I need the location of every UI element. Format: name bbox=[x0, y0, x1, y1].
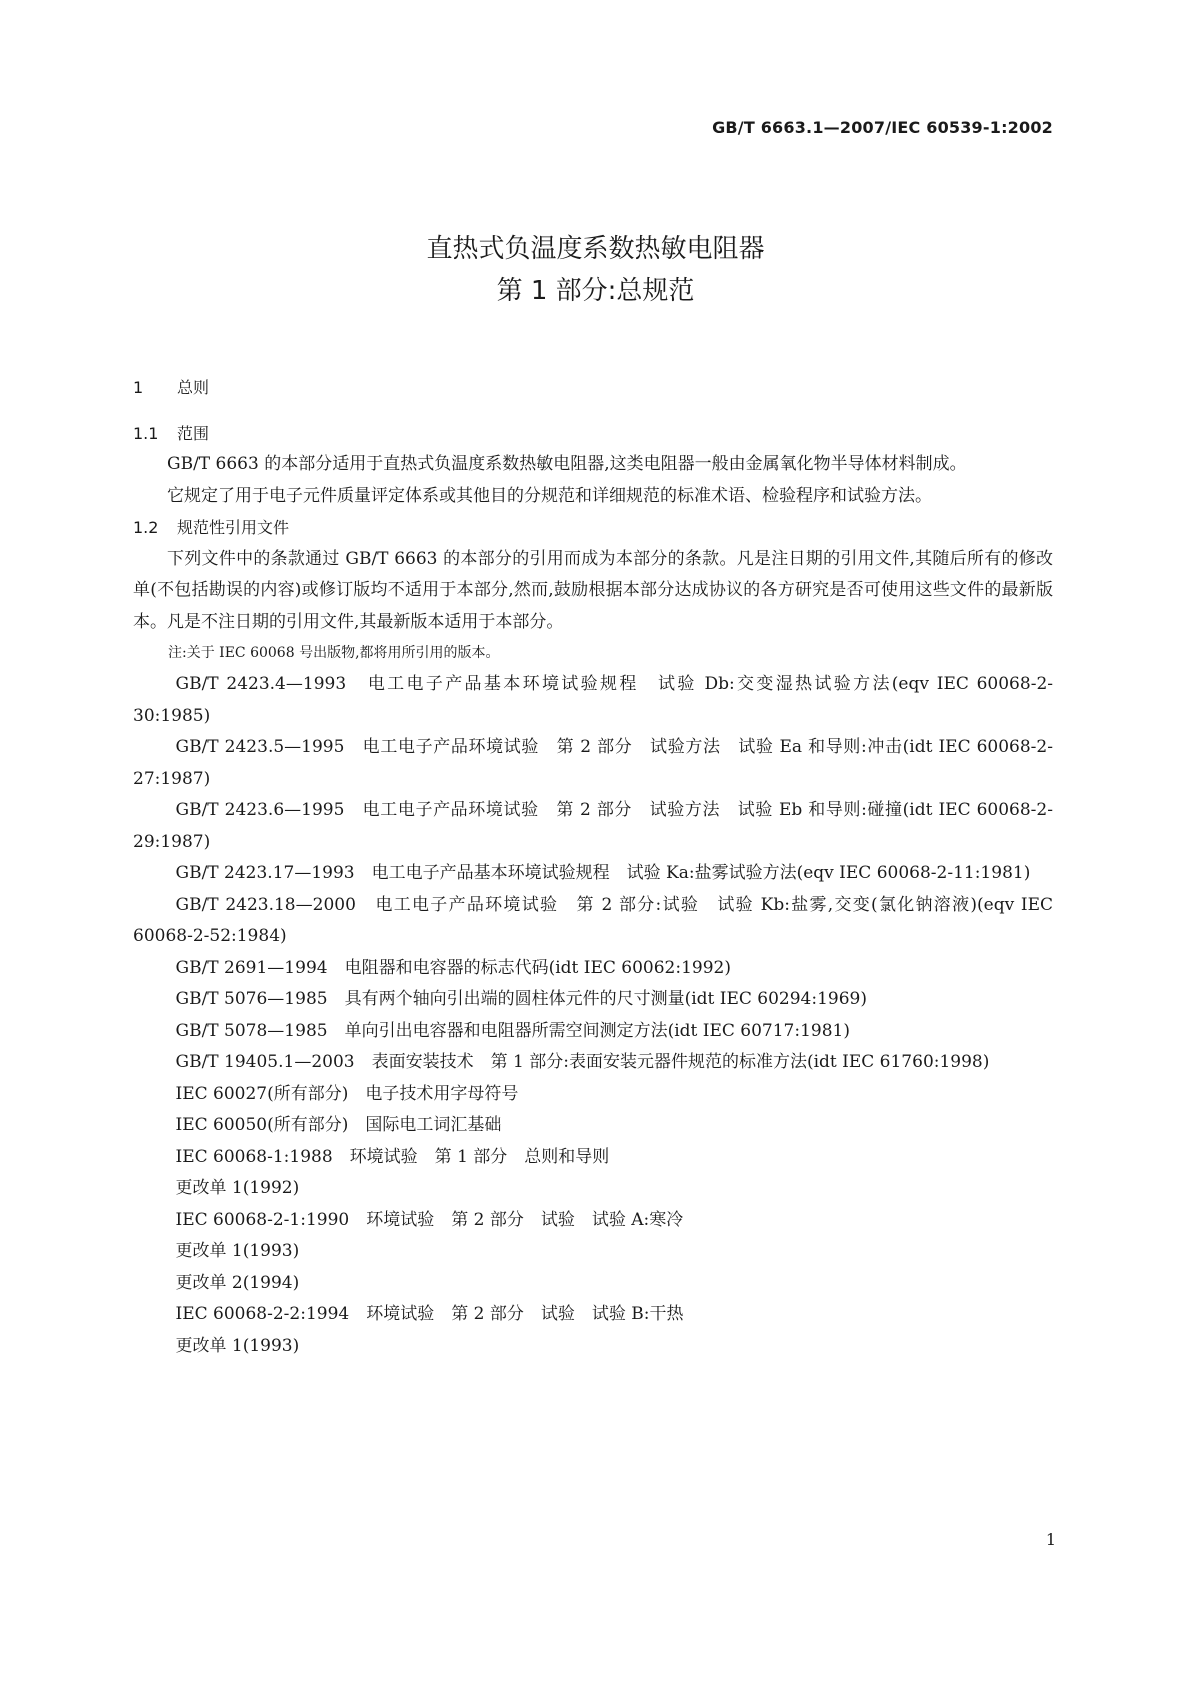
amendment-item: 更改单 1(1993) bbox=[175, 1335, 300, 1356]
reference-item: IEC 60027(所有部分) 电子技术用字母符号 bbox=[175, 1083, 519, 1104]
section-number: 1.2 bbox=[133, 518, 159, 537]
reference-item: GB/T 2423.4—1993 电工电子产品基本环境试验规程 试验 Db:交变湿热试验方法(eqv IEC 60068-2-30:1985) bbox=[133, 674, 1053, 726]
scope-paragraph-1: GB/T 6663 的本部分适用于直热式负温度系数热敏电阻器,这类电阻器一般由金属氧化物半导体材料制成。 bbox=[167, 454, 967, 474]
amendment-item: 更改单 2(1994) bbox=[175, 1272, 300, 1293]
standard-number: GB/T 6663.1—2007/IEC 60539-1:2002 bbox=[712, 118, 1053, 137]
reference-item: IEC 60050(所有部分) 国际电工词汇基础 bbox=[175, 1115, 502, 1135]
section-number: 1.1 bbox=[133, 423, 159, 443]
reference-item: GB/T 5076—1985 具有两个轴向引出端的圆柱体元件的尺寸测量(idt IEC 60294:1969) bbox=[175, 989, 867, 1009]
reference-item: GB/T 5078—1985 单向引出电容器和电阻器所需空间测定方法(idt IEC 60717:1981) bbox=[175, 1020, 850, 1041]
document-title bbox=[0, 228, 1191, 312]
section-1-1-heading bbox=[133, 418, 1053, 450]
reference-item: GB/T 19405.1—2003 表面安装技术 第 1 部分:表面安装元器件规范的标准方法(idt IEC 61760:1998) bbox=[175, 1052, 990, 1072]
reference-item: GB/T 2423.6—1995 电工电子产品环境试验 第 2 部分 试验方法 试验 Eb 和导则:碰撞(idt IEC 60068-2-29:1987) bbox=[133, 800, 1053, 852]
section-title: 范围 bbox=[177, 423, 210, 443]
note: 注:关于 IEC 60068 号出版物,都将用所引用的版本。 bbox=[168, 645, 500, 661]
reference-item: GB/T 2423.18—2000 电工电子产品环境试验 第 2 部分:试验 试验 Kb:盐雾,交变(氯化钠溶液)(eqv IEC 60068-2-52:1984) bbox=[133, 894, 1053, 946]
scope-paragraph-2: 它规定了用于电子元件质量评定体系或其他目的分规范和详细规范的标准术语、检验程序和试验方法。 bbox=[167, 485, 932, 506]
section-1-2-heading bbox=[133, 512, 1053, 544]
section-title: 总则 bbox=[177, 378, 210, 397]
section-1-heading bbox=[133, 372, 1053, 404]
document-body bbox=[133, 372, 1053, 1362]
reference-item: GB/T 2423.5—1995 电工电子产品环境试验 第 2 部分 试验方法 试验 Ea 和导则:冲击(idt IEC 60068-2-27:1987) bbox=[133, 737, 1053, 789]
page-number: 1 bbox=[1045, 1530, 1056, 1549]
section-title: 规范性引用文件 bbox=[177, 518, 290, 537]
reference-item: IEC 60068-1:1988 环境试验 第 1 部分 总则和导则 bbox=[175, 1146, 610, 1167]
normative-references-paragraph: 下列文件中的条款通过 GB/T 6663 的本部分的引用而成为本部分的条款。凡是注日期的引用文件,其随后所有的修改单(不包括勘误的内容)或修订版均不适用于本部分,然而,鼓励根据本部分达成协议的各方研究是否可使用这些文件的最新版本。凡是不注日期的引用文件,其最新版本适用于本部分。 bbox=[133, 548, 1053, 632]
reference-item: IEC 60068-2-1:1990 环境试验 第 2 部分 试验 试验 A:寒冷 bbox=[175, 1209, 684, 1230]
reference-list bbox=[133, 669, 1053, 1362]
document-title-line2: 第 1 部分:总规范 bbox=[496, 276, 695, 306]
amendment-item: 更改单 1(1992) bbox=[175, 1178, 300, 1198]
section-number: 1 bbox=[133, 378, 144, 397]
reference-item: IEC 60068-2-2:1994 环境试验 第 2 部分 试验 试验 B:干热 bbox=[175, 1304, 684, 1324]
amendment-item: 更改单 1(1993) bbox=[175, 1241, 300, 1261]
reference-item: GB/T 2423.17—1993 电工电子产品基本环境试验规程 试验 Ka:盐雾试验方法(eqv IEC 60068-2-11:1981) bbox=[175, 863, 1031, 883]
reference-item: GB/T 2691—1994 电阻器和电容器的标志代码(idt IEC 60062:1992) bbox=[175, 957, 731, 978]
document-title-line1: 直热式负温度系数热敏电阻器 bbox=[426, 234, 765, 264]
